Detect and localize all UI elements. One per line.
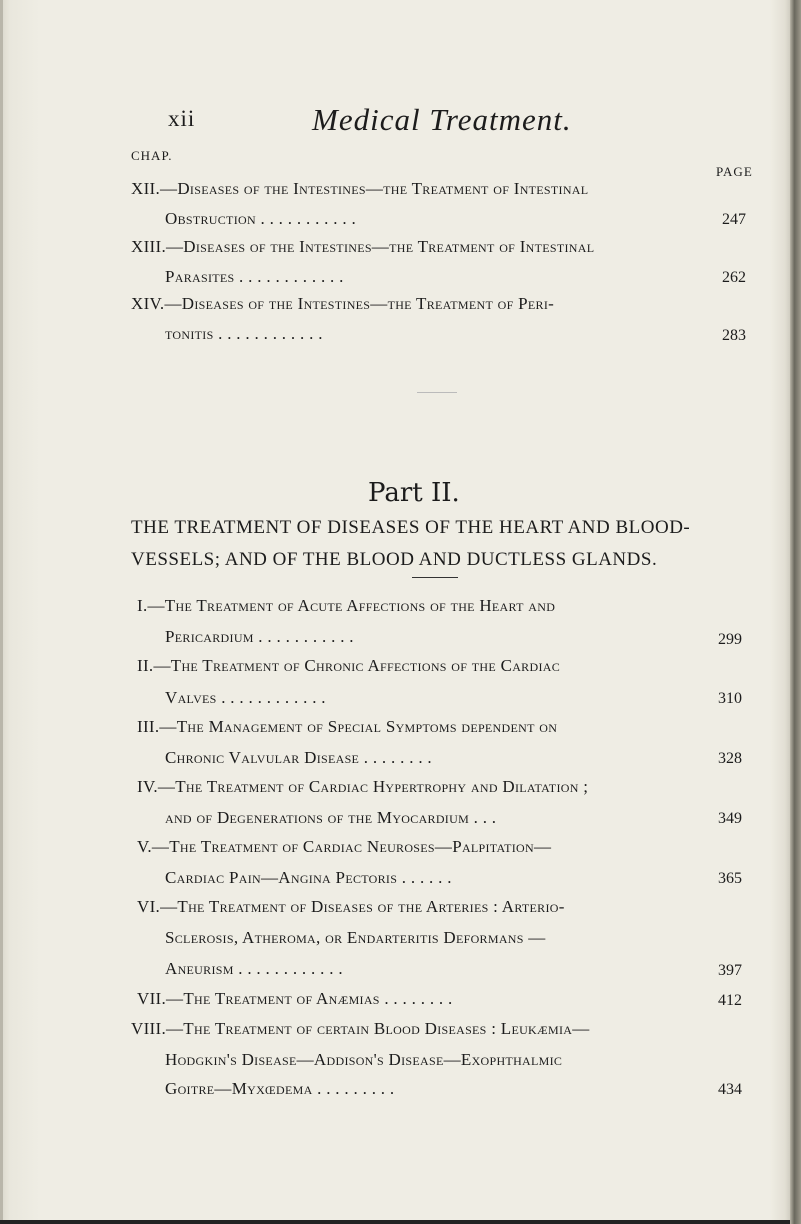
toc-entry-v-sub: Cardiac Pain—Angina Pectoris . . . . . . [165, 868, 452, 887]
running-title: Medical Treatment. [312, 102, 572, 137]
toc-entry-vi-title: VI.—The Treatment of Diseases of the Arteries : Arterio- [137, 897, 565, 916]
toc-entry-v-page: 365 [718, 870, 742, 887]
toc-entry-iv-sub: and of Degenerations of the Myocardium . . . [165, 808, 497, 827]
toc-entry-viii-sub-2: Goitre—Myxœdema . . . . . . . . . [165, 1079, 395, 1098]
toc-entry-xiv-page: 283 [722, 327, 746, 344]
toc-entry-xiii-title: XIII.—Diseases of the Intestines—the Treatment of Intestinal [131, 237, 595, 256]
page-left-edge [0, 0, 3, 1224]
toc-entry-viii-title: VIII.—The Treatment of certain Blood Diseases : Leukæmia— [131, 1019, 590, 1038]
toc-entry-viii-page: 434 [718, 1081, 742, 1098]
toc-entry-xiv-title: XIV.—Diseases of the Intestines—the Treatment of Peri- [131, 294, 555, 313]
toc-entry-ii-title: II.—The Treatment of Chronic Affections of the Cardiac [137, 656, 561, 675]
toc-entry-vii-title: VII.—The Treatment of Anæmias . . . . . . . . [137, 989, 453, 1008]
toc-entry-xii-title: XII.—Diseases of the Intestines—the Treatment of Intestinal [131, 179, 589, 198]
toc-entry-vi-page: 397 [718, 962, 742, 979]
toc-entry-iii-title: III.—The Management of Special Symptoms dependent on [137, 717, 558, 736]
bottom-edge-shadow [0, 1220, 790, 1224]
toc-entry-xii-page: 247 [722, 211, 746, 228]
part-heading-line-2: VESSELS; AND OF THE BLOOD AND DUCTLESS GLANDS. [131, 549, 658, 570]
toc-entry-iii-page: 328 [718, 750, 742, 767]
toc-entry-xiv-sub: tonitis . . . . . . . . . . . . [165, 324, 323, 343]
toc-entry-ii-sub: Valves . . . . . . . . . . . . [165, 688, 326, 707]
toc-entry-vi-sub-2: Aneurism . . . . . . . . . . . . [165, 959, 343, 978]
toc-entry-xiii-sub: Parasites . . . . . . . . . . . . [165, 267, 344, 286]
toc-entry-iv-title: IV.—The Treatment of Cardiac Hypertrophy and Dilatation ; [137, 777, 589, 796]
section-divider [417, 392, 457, 393]
toc-entry-v-title: V.—The Treatment of Cardiac Neuroses—Palpitation— [137, 837, 552, 856]
page-number: xii [168, 106, 196, 131]
toc-entry-ii-page: 310 [718, 690, 742, 707]
toc-entry-viii-sub: Hodgkin's Disease—Addison's Disease—Exophthalmic [165, 1050, 563, 1069]
toc-entry-i-page: 299 [718, 631, 742, 648]
part-heading-line-1: THE TREATMENT OF DISEASES OF THE HEART AND BLOOD- [131, 517, 691, 538]
toc-entry-i-title: I.—The Treatment of Acute Affections of the Heart and [137, 596, 556, 615]
heading-rule [412, 577, 458, 578]
toc-entry-i-sub: Pericardium . . . . . . . . . . . [165, 627, 354, 646]
book-spine [790, 0, 801, 1224]
toc-entry-vi-sub: Sclerosis, Atheroma, or Endarteritis Deformans — [165, 928, 546, 947]
toc-entry-iv-page: 349 [718, 810, 742, 827]
part-title: Part II. [368, 478, 460, 508]
toc-entry-iii-sub: Chronic Valvular Disease . . . . . . . . [165, 748, 432, 767]
chap-label: CHAP. [131, 148, 173, 163]
toc-entry-xiii-page: 262 [722, 269, 746, 286]
page-label: PAGE [716, 164, 753, 179]
toc-entry-xii-sub: Obstruction . . . . . . . . . . . [165, 209, 357, 228]
toc-entry-vii-page: 412 [718, 992, 742, 1009]
